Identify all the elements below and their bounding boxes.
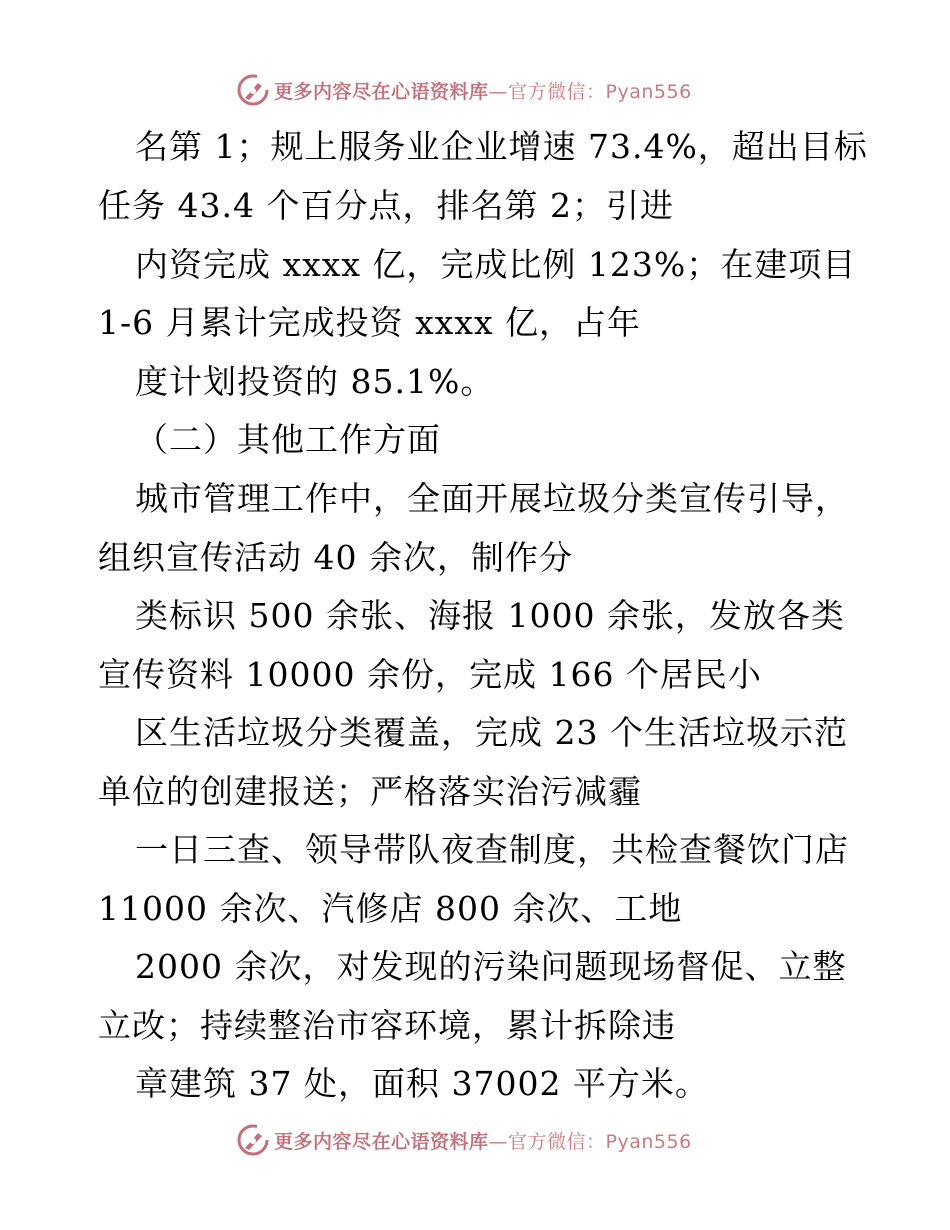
watermark-header [236,73,692,107]
watermark-dash: — [488,1130,509,1153]
watermark-footer [236,1123,692,1157]
watermark-account: Pyan556 [605,80,692,103]
pen-circle-logo-icon [236,73,270,107]
text-line: 立改；持续整治市容环境，累计拆除违 [98,1006,676,1045]
text-line: 宣传资料 10000 余份，完成 166 个居民小 [98,655,762,694]
text-line: 城市管理工作中，全面开展垃圾分类宣传引导， [135,479,849,518]
pen-circle-logo-icon [236,1123,270,1157]
text-line: 区生活垃圾分类覆盖，完成 23 个生活垃圾示范 [135,713,848,752]
watermark-label: 官方微信： [508,80,606,103]
watermark-label: 官方微信： [508,1130,606,1153]
text-line: 章建筑 37 处，面积 37002 平方米。 [135,1064,709,1103]
text-line: 一日三查、领导带队夜查制度，共检查餐饮门店 [135,830,849,869]
watermark-dash: — [488,80,509,103]
text-line: 类标识 500 余张、海报 1000 余张，发放各类 [135,596,845,635]
text-line: 单位的创建报送；严格落实治污减霾 [98,772,642,811]
watermark-text [274,1127,692,1154]
text-line: 任务 43.4 个百分点，排名第 2；引进 [98,186,674,225]
watermark-brand: 更多内容尽在心语资料库 [274,80,489,103]
text-line: 度计划投资的 85.1%。 [135,362,495,401]
section-heading: （二）其他工作方面 [135,420,441,459]
watermark-text [274,77,692,104]
text-line: 组织宣传活动 40 余次，制作分 [98,538,573,577]
watermark-account: Pyan556 [605,1130,692,1153]
text-line: 11000 余次、汽修店 800 余次、工地 [98,889,683,928]
text-line: 内资完成 xxxx 亿，完成比例 123%；在建项目 [135,245,857,284]
text-line: 名第 1；规上服务业企业增速 73.4%，超出目标 [135,127,868,166]
text-line: 2000 余次，对发现的污染问题现场督促、立整 [135,947,847,986]
watermark-brand: 更多内容尽在心语资料库 [274,1130,489,1153]
text-line: 1-6 月累计完成投资 xxxx 亿，占年 [98,303,642,342]
